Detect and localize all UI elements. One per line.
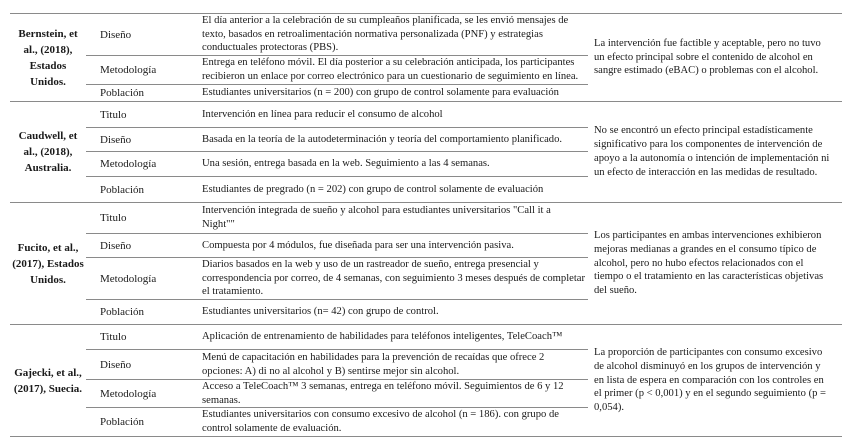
- study-result: No se encontró un efecto principal estadísticamente significativo para los componentes de intervención de apoyo a la autonomía o intención de implementación ni un efecto de interacción en las medidas de resultado.: [594, 125, 830, 178]
- study-author: Gajecki, et al., (2017), Suecia.: [13, 366, 83, 395]
- row-text: Estudiantes universitarios (n = 200) con grupo de control solamente para evaluación: [202, 87, 559, 99]
- study-group-gajecki: [10, 324, 842, 437]
- row-label: Metodología: [100, 272, 157, 285]
- table-row: [86, 127, 588, 151]
- study-author: Fucito, et al., (2017), Estados Unidos.: [12, 241, 84, 286]
- study-author: Bernstein, et al., (2018), Estados Unidos.: [18, 27, 78, 88]
- row-label: Población: [100, 87, 144, 99]
- row-label: Población: [100, 306, 144, 318]
- row-label: Metodología: [100, 158, 157, 170]
- row-text: Estudiantes universitarios con consumo excesivo de alcohol (n = 186). con grupo de control solamente de evaluación.: [202, 409, 559, 434]
- table-row: [86, 325, 588, 349]
- row-text: Basada en la teoría de la autodeterminación y teoría del comportamiento planificado.: [202, 133, 563, 145]
- study-group-bernstein: [10, 13, 842, 101]
- row-label: Diseño: [100, 133, 132, 146]
- row-label: Titulo: [100, 108, 127, 121]
- row-label: Población: [100, 416, 144, 428]
- study-group-fucito: [10, 202, 842, 324]
- row-label: Titulo: [100, 331, 127, 343]
- table-row: [86, 203, 588, 233]
- table-row: [86, 84, 588, 101]
- table-row: [86, 151, 588, 176]
- row-text: Diarios basados en la web y uso de un rastreador de sueño, entrega presencial y correspondencia por correo, de 4 semanas, con seguimiento 3 meses después de completar el tratamiento.: [202, 258, 586, 298]
- row-text: Intervención en línea para reducir el consumo de alcohol: [202, 108, 443, 120]
- table-row: [86, 102, 588, 127]
- table-row: [86, 14, 588, 55]
- table-row: [86, 349, 588, 379]
- study-result: La intervención fue factible y aceptable, pero no tuvo un efecto principal sobre el contenido de alcohol en sangre estimado (eBAC) o problemas con el alcohol.: [594, 37, 821, 77]
- row-label: Metodología: [100, 387, 157, 400]
- row-text: Una sesión, entrega basada en la web. Seguimiento a las 4 semanas.: [202, 158, 490, 170]
- row-text: Entrega en teléfono móvil. El día posterior a su celebración anticipada, los participantes recibieron un enlace por correo electrónico para un cuestionario de seguimiento en línea.: [202, 57, 579, 82]
- row-text: El día anterior a la celebración de su cumpleaños planificada, se les envió mensajes de texto, basados en retroalimentación normativa personalizada (PNF) y estrategias conductuales protectoras (PBS).: [202, 14, 569, 54]
- row-text: Intervención integrada de sueño y alcohol para estudiantes universitarios "Call it a Night"": [202, 205, 551, 230]
- study-result: Los participantes en ambas intervenciones exhibieron mejoras medianas a grandes en el consumo típico de alcohol, pero no hubo efectos relacionados con el tiempo o el tratamiento en las características objetivas del sueño.: [594, 230, 824, 297]
- row-text: Aplicación de entrenamiento de habilidades para teléfonos inteligentes, TeleCoach™: [202, 331, 563, 343]
- row-label: Titulo: [100, 212, 127, 224]
- table-row: [86, 299, 588, 324]
- row-label: Diseño: [100, 239, 132, 252]
- table-row: [86, 379, 588, 407]
- row-text: Estudiantes de pregrado (n = 202) con grupo de control solamente de evaluación: [202, 183, 544, 195]
- row-label: Diseño: [100, 358, 132, 371]
- row-label: Población: [100, 183, 144, 196]
- row-label: Diseño: [100, 28, 132, 41]
- table-row: [86, 407, 588, 436]
- table-row: [86, 257, 588, 299]
- study-author: Caudwell, et al., (2018), Australia.: [18, 130, 78, 174]
- study-group-caudwell: [10, 101, 842, 202]
- row-text: Estudiantes universitarios (n= 42) con grupo de control.: [202, 306, 439, 318]
- studies-table: [10, 13, 842, 437]
- row-text: Compuesta por 4 módulos, fue diseñada para ser una intervención pasiva.: [202, 239, 514, 251]
- study-result: La proporción de participantes con consumo excesivo de alcohol disminuyó en los grupos de intervención y en lista de espera en comparación con los controles en el primer (p < 0,001) y en el segundo seguimiento (p = 0,054).: [594, 347, 827, 414]
- table-row: [86, 176, 588, 202]
- row-text: Menú de capacitación en habilidades para la prevención de recaídas que ofrece 2 opciones: A) di no al alcohol y B) sentirse mejor sin alcohol.: [202, 351, 545, 377]
- table-row: [86, 233, 588, 257]
- row-label: Metodología: [100, 64, 157, 76]
- row-text: Acceso a TeleCoach™ 3 semanas, entrega en teléfono móvil. Seguimientos de 6 y 12 semanas.: [202, 380, 564, 406]
- table-row: [86, 55, 588, 84]
